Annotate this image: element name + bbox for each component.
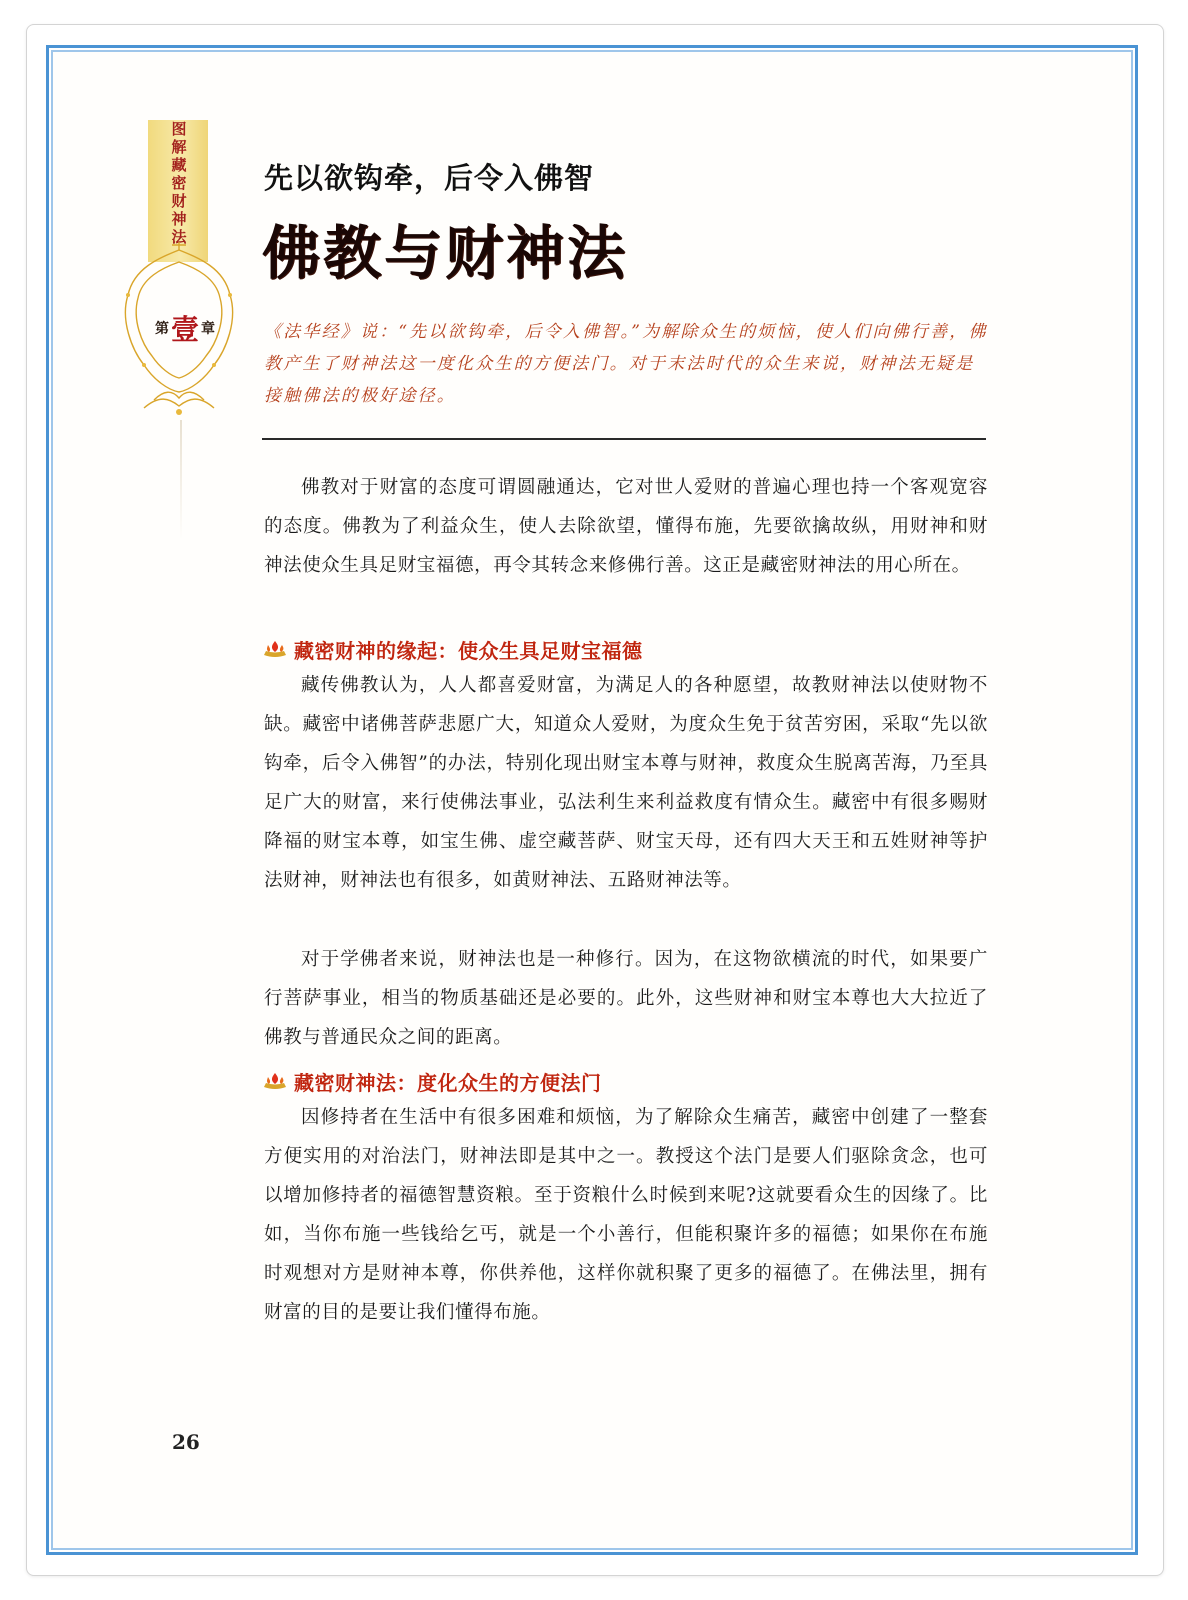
- paragraph-2: 藏传佛教认为，人人都喜爱财富，为满足人的各种愿望，故教财神法以使财物不缺。藏密中诸佛菩萨悲愿广大，知道众人爱财，为度众生免于贫苦穷困，采取“先以欲钩牵，后令入佛智”的办法，特别化现出财宝本尊与财神，救度众生脱离苦海，乃至具足广大的财富，来行使佛法事业，弘法利生来利益救度有情众生。藏密中有很多赐财降福的财宝本尊，如宝生佛、虚空藏菩萨、财宝天母，还有四大天王和五姓财神等护法财神，财神法也有很多，如黄财神法、五路财神法等。: [264, 675, 988, 891]
- page-number: 26: [172, 1430, 200, 1454]
- chapter-suffix: 章: [201, 321, 215, 337]
- chapter-number: 壹: [170, 313, 199, 346]
- chapter-prefix: 第: [154, 321, 169, 337]
- paragraph-4: 因修持者在生活中有很多困难和烦恼，为了解除众生痛苦，藏密中创建了一整套方便实用的对治法门，财神法即是其中之一。教授这个法门是要人们驱除贪念，也可以增加修持者的福德智慧资粮。至于资粮什么时候到来呢?这就要看众生的因缘了。比如，当你布施一些钱给乞丐，就是一个小善行，但能积聚许多的福德；如果你在布施时观想对方是财神本尊，你供养他，这样你就积聚了更多的福德了。在佛法里，拥有财富的目的是要让我们懂得布施。: [264, 1107, 988, 1323]
- intro-quote: 《法华经》说：“先以欲钩牵，后令入佛智。”为解除众生的烦恼，使人们向佛行善，佛教产生了财神法这一度化众生的方便法门。对于末法时代的众生来说，财神法无疑是接触佛法的极好途径。: [264, 322, 988, 406]
- lotus-flame-icon: [262, 1071, 288, 1091]
- paragraph-1: 佛教对于财富的态度可谓圆融通达，它对世人爱财的普遍心理也持一个客观宽容的态度。佛教为了利益众生，使人去除欲望，懂得布施，先要欲擒故纵，用财神和财神法使众生具足财宝福德，再令其转念来修佛行善。这正是藏密财神法的用心所在。: [264, 477, 988, 576]
- section-heading-2-text: 藏密财神法：度化众生的方便法门: [294, 1070, 602, 1095]
- lotus-flame-icon: [262, 639, 288, 659]
- section-heading-1-text: 藏密财神的缘起：使众生具足财宝福德: [294, 638, 643, 663]
- paragraph-3: 对于学佛者来说，财神法也是一种修行。因为，在这物欲横流的时代，如果要广行菩萨事业，相当的物质基础还是必要的。此外，这些财神和财宝本尊也大大拉近了佛教与普通民众之间的距离。: [264, 949, 988, 1048]
- side-book-title: 图解藏密财神法: [171, 120, 187, 246]
- section-heading-1: [262, 634, 643, 664]
- section-subtitle: 先以欲钩牵，后令入佛智: [264, 161, 595, 195]
- page-title: 佛教与财神法: [262, 219, 629, 287]
- header-divider: [262, 438, 986, 440]
- side-divider: [180, 420, 182, 540]
- section-heading-2: [262, 1066, 602, 1096]
- chapter-label: [150, 308, 220, 348]
